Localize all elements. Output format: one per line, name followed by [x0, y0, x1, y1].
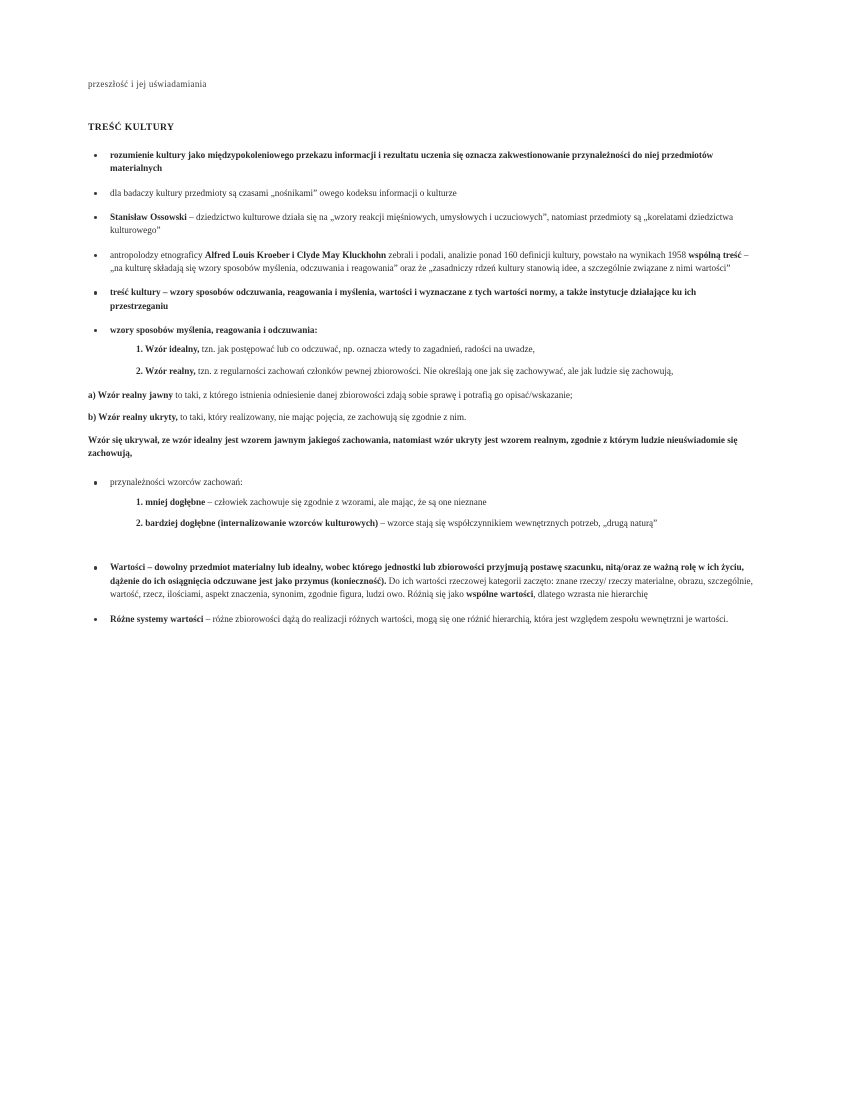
list-item [88, 187, 754, 200]
list-item [88, 613, 754, 626]
list-item [88, 286, 754, 313]
paragraph-a-text: to taki, z którego istnienia odniesienie danej zbiorowości zdają sobie sprawę i potrafią go opisać/wskazanie; [172, 390, 573, 401]
term-rozne-systemy: Różne systemy wartości [110, 613, 204, 624]
bullet-list-values [88, 561, 754, 625]
bullet-text: treść kultury – wzory sposobów odczuwania, reagowania i myślenia, wartości i wyznaczane z tych wartości normy, a także instytucje działające ku ich przestrzeganiu [110, 287, 697, 311]
bullet-text: dla badaczy kultury przedmioty są czasami [110, 187, 271, 198]
sub-item-lead: 1. Wzór idealny, [136, 344, 200, 355]
bullet-text: nitą/oraz ze ważną rolę w ich życiu, dążenie do ich osiągnięcia odczuwane jest jako przymus (konieczność). [110, 562, 744, 586]
bullet-text: Do ich wartości rzeczowej kategorii zaczęto: znane rzeczy/ rzeczy materialne, obrazu, szczególnie, wartość, rzecz, ilościami, aspekt znaczenia, synonim, zgodnie figura, ludzi owo. Różnią się jako [110, 575, 753, 600]
bullet-text: przynależności wzorców zachowań: [110, 477, 243, 488]
term-wartosci: Wartości [110, 562, 146, 573]
author-name: Alfred Louis Kroeber i Clyde May Kluckhohn [204, 249, 387, 260]
sub-item-lead: 2. Wzór realny, [136, 365, 196, 376]
paragraph-a [88, 389, 754, 402]
bullet-text: – „na kulturę składają się wzory sposobów myślenia, odczuwania i reagowania” oraz że „zasadniczy rdzeń kultury stanowią idee, a szczególnie związane z nimi wartości” [110, 249, 749, 274]
bullet-text: antropolodzy etnograficy [110, 249, 205, 260]
list-item [88, 211, 754, 238]
bullet-text: zebrali i podali, analizie ponad 160 definicji kultury, powstało na wynikach 1958 [386, 249, 689, 260]
paragraph-b-lead: b) Wzór realny ukryty, [88, 412, 178, 423]
sub-item [136, 517, 754, 530]
sub-item-lead: 2. bardziej dogłębne (internalizowanie wzorców kulturowych) [136, 518, 379, 529]
emphasis-term: wspólną treść [688, 249, 742, 260]
sub-item [136, 343, 754, 356]
spacer [88, 469, 754, 476]
paragraph-a-lead: a) Wzór realny jawny [88, 390, 173, 401]
list-item [88, 249, 754, 276]
document-body [88, 78, 754, 626]
sub-item [136, 365, 754, 378]
bullet-list-primary [88, 149, 754, 378]
bullet-text: rozumienie kultury jako międzypokoleniowego przekazu informacji i rezultatu uczenia się oznacza zakwestionowanie przynależności do niej przedmiotów materialnych [110, 149, 714, 174]
bullet-text-quote: „nośnikami” [270, 187, 320, 198]
list-item [88, 149, 754, 176]
sub-item-text: – wzorce stają się współczynnikiem wewnętrznych potrzeb, „drugą naturą” [378, 518, 658, 529]
list-item [88, 561, 754, 601]
bullet-text: – dziedzictwo kulturowe działa się na „wzory reakcji mięśniowych, umysłowych i uczuciowych”, natomiast przedmioty są „korelatami dziedzictwa kulturowego” [110, 211, 734, 236]
list-item [88, 476, 754, 530]
bullet-list-secondary [88, 476, 754, 530]
sub-item-text: tzn. z regularności zachowań członków pewnej zbiorowości. Nie określają one jak się zachowywać, ale jak ludzie się zachowują, [195, 365, 674, 376]
bullet-text-tail: owego kodeksu informacji o kulturze [319, 187, 457, 198]
sub-item-lead: 1. mniej dogłębne [136, 496, 206, 507]
bullet-text: – dowolny przedmiot materialny lub idealny, wobec którego jednostki lub zbiorowości przyjmują postawę szacunku, [145, 562, 606, 573]
sub-item-text: – człowiek zachowuje się zgodnie z wzorami, ale mając, że są one nieznane [205, 496, 487, 507]
paragraph-b [88, 411, 754, 424]
section-title: TREŚĆ KULTURY [88, 122, 175, 134]
sub-item-text: tzn. jak postępować lub co odczuwać, np. oznacza wtedy to zagadnień, radości na uwadze, [199, 344, 535, 355]
spacer [88, 541, 754, 561]
author-name: Stanisław Ossowski [110, 211, 187, 222]
page-header-line: przeszłość i jej uświadamiania [88, 79, 207, 89]
bullet-text: wzory sposobów myślenia, reagowania i odczuwania: [110, 325, 318, 336]
emphasis-term: wspólne wartości [466, 589, 534, 600]
bullet-text: , dlatego wzrasta nie hierarchię [533, 589, 648, 600]
sub-item [136, 496, 754, 509]
bold-statement: Wzór się ukrywał, ze wzór idealny jest wzorem jawnym jakiegoś zachowania, natomiast wzór ukryty jest wzorem realnym, zgodnie z którym ludzie nieuświadomie się zachowują, [88, 434, 738, 459]
paragraph-b-text: to taki, który realizowany, nie mając pojęcia, ze zachowują się zgodnie z nim. [177, 412, 467, 423]
bullet-text: – różne zbiorowości dążą do realizacji różnych wartości, mogą się one różnić hierarchią, która jest względem zespołu wewnętrzni je wartości. [203, 613, 729, 624]
list-item [88, 324, 754, 378]
